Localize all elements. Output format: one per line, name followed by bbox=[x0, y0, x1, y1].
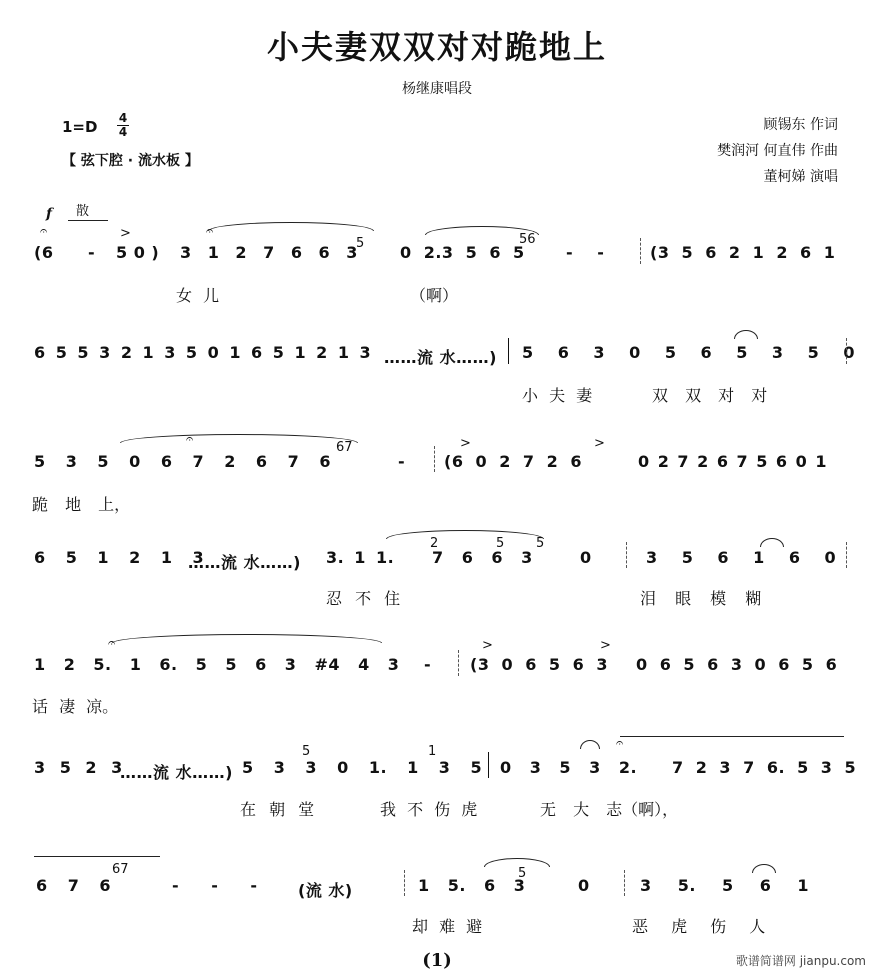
dynamic-mark: f bbox=[46, 206, 53, 222]
style-marking: 【 弦下腔 · 流水板 】 bbox=[62, 153, 199, 169]
accent-mark: > bbox=[600, 638, 611, 653]
note-group: 5 3 3 0 1. 1 3 5 bbox=[242, 758, 483, 777]
phrase-line bbox=[34, 856, 160, 857]
subtitle: 杨继康唱段 bbox=[402, 81, 472, 97]
phrase-slur bbox=[120, 434, 358, 443]
grace-note: 5 bbox=[496, 536, 505, 551]
dashed-barline bbox=[846, 338, 847, 364]
tie bbox=[760, 538, 784, 547]
liushui-mark: ……流 水……) bbox=[188, 553, 301, 572]
lyric: 小 夫 妻 bbox=[522, 386, 593, 405]
note-group: - - bbox=[566, 243, 605, 262]
lyric: 跪 地 上， bbox=[32, 495, 131, 514]
san-mark: 散 bbox=[76, 204, 90, 219]
note-group: 5 3 5 0 6 7 2 6 7 6 bbox=[34, 452, 331, 471]
singer-credit: 董柯娣 演唱 bbox=[763, 169, 838, 185]
grace-note: 1 bbox=[428, 744, 437, 759]
note-group: 3 5 2 3 bbox=[34, 758, 123, 777]
lyric: 我 不 伤 虎 bbox=[380, 800, 478, 819]
lyric: 在 朝 堂 bbox=[240, 800, 315, 819]
note-group: - bbox=[88, 243, 96, 262]
note-group: 7 2 3 7 6. 5 3 5 bbox=[672, 758, 857, 777]
lyric: 恶 虎 伤 人 bbox=[632, 917, 766, 936]
note-group: 3 5 6 1 6 0 bbox=[646, 548, 837, 567]
note-group: 7 6 6 3 bbox=[432, 548, 533, 567]
page-title: 小夫妻双双对对跪地上 bbox=[266, 28, 607, 66]
grace-note: 67 bbox=[336, 440, 353, 455]
accent-mark: > bbox=[594, 436, 605, 451]
note-group: 0 3 5 3 2. bbox=[500, 758, 638, 777]
lyric: 无 大 志（啊）， bbox=[540, 800, 679, 819]
phrase-line bbox=[620, 736, 844, 737]
note-group: (3 5 6 2 1 2 6 1 bbox=[650, 243, 836, 262]
note-group: 0 6 5 6 3 0 6 5 6 bbox=[636, 655, 838, 674]
note-group: 1 2 5. 1 6. 5 5 6 3 #4 4 3 bbox=[34, 655, 400, 674]
dashed-barline bbox=[458, 650, 459, 676]
grace-note: 5 bbox=[302, 744, 311, 759]
note-group: 5 6 3 0 5 6 5 3 5 0 bbox=[522, 343, 855, 362]
time-signature bbox=[117, 112, 129, 139]
note-group: 0 2 7 2 6 7 5 6 0 1 bbox=[638, 452, 827, 471]
note-group: 3 5. 5 6 1 bbox=[640, 876, 810, 895]
grace-note: 5 bbox=[518, 866, 527, 881]
note-group: (6 bbox=[34, 243, 54, 262]
note-group: 3. 1 1. bbox=[326, 548, 395, 567]
note-group: (6 0 2 7 2 6 bbox=[444, 452, 582, 471]
watermark: 歌谱简谱网 jianpu.com bbox=[735, 954, 866, 968]
page-number: (1) bbox=[422, 950, 452, 971]
note-group: - - - bbox=[172, 876, 258, 895]
san-line bbox=[68, 220, 108, 221]
grace-note: 2 bbox=[430, 536, 439, 551]
note-group: 6 5 5 3 2 1 3 5 0 1 6 5 1 2 1 3 bbox=[34, 343, 372, 362]
note-group: - bbox=[424, 655, 432, 674]
liushui-mark: (流 水) bbox=[298, 881, 353, 900]
barline bbox=[488, 752, 489, 778]
note-group: 0 bbox=[580, 548, 592, 567]
grace-note: 67 bbox=[112, 862, 129, 877]
lyric: 忍 不 住 bbox=[326, 589, 401, 608]
fermata-mark-5: 𝄐 bbox=[616, 736, 624, 751]
note-group: 6 7 6 bbox=[36, 876, 112, 895]
lyric: （啊） bbox=[410, 286, 459, 305]
accent-mark: > bbox=[482, 638, 493, 653]
dashed-barline bbox=[846, 542, 847, 568]
tie bbox=[580, 740, 600, 749]
lyric: 女 儿 bbox=[176, 286, 220, 305]
grace-note: 5 bbox=[356, 236, 365, 251]
phrase-slur bbox=[208, 222, 374, 231]
fermata-mark: 𝄐 bbox=[40, 224, 48, 239]
accent-mark: > bbox=[120, 226, 131, 241]
grace-note: 5 bbox=[536, 536, 545, 551]
tie bbox=[752, 864, 776, 873]
dashed-barline bbox=[434, 446, 435, 472]
note-group: 3 1 2 7 6 6 3 bbox=[180, 243, 358, 262]
liushui-mark: ……流 水……) bbox=[120, 763, 233, 782]
lyric: 却 难 避 bbox=[412, 917, 483, 936]
time-denominator: 4 bbox=[118, 125, 128, 139]
note-group: (3 0 6 5 6 3 bbox=[470, 655, 608, 674]
fermata-mark-4: 𝄐 bbox=[108, 636, 116, 651]
key-signature: 1=D bbox=[62, 118, 98, 136]
lyric: 泪 眼 模 糊 bbox=[640, 589, 762, 608]
dashed-barline bbox=[640, 238, 641, 264]
phrase-slur bbox=[484, 858, 550, 867]
note-group: 1 5. 6 3 bbox=[418, 876, 526, 895]
time-numerator: 4 bbox=[118, 111, 128, 125]
note-group: 0 bbox=[578, 876, 590, 895]
note-group: 6 5 1 2 1 3 bbox=[34, 548, 205, 567]
lyric: 话 凄 凉。 bbox=[32, 697, 119, 716]
liushui-mark: ……流 水……) bbox=[384, 348, 497, 367]
barline bbox=[508, 338, 509, 364]
lyricist-credit: 顾锡东 作词 bbox=[763, 117, 838, 133]
fermata-mark-2: 𝄐 bbox=[206, 224, 214, 239]
dashed-barline bbox=[404, 870, 405, 896]
note-group: - bbox=[398, 452, 406, 471]
composer-credit: 樊润河 何直伟 作曲 bbox=[717, 143, 838, 159]
tie bbox=[734, 330, 758, 339]
dashed-barline bbox=[626, 542, 627, 568]
fermata-mark-3: 𝄐 bbox=[186, 432, 194, 447]
phrase-slur bbox=[112, 634, 382, 643]
phrase-slur bbox=[386, 530, 544, 539]
note-group: 5 0 ) bbox=[116, 243, 160, 262]
dashed-barline bbox=[624, 870, 625, 896]
accent-mark: > bbox=[460, 436, 471, 451]
grace-note: 56 bbox=[519, 232, 536, 247]
lyric: 双 双 对 对 bbox=[652, 386, 768, 405]
note-group: 0 2.3 5 6 5 bbox=[400, 243, 525, 262]
